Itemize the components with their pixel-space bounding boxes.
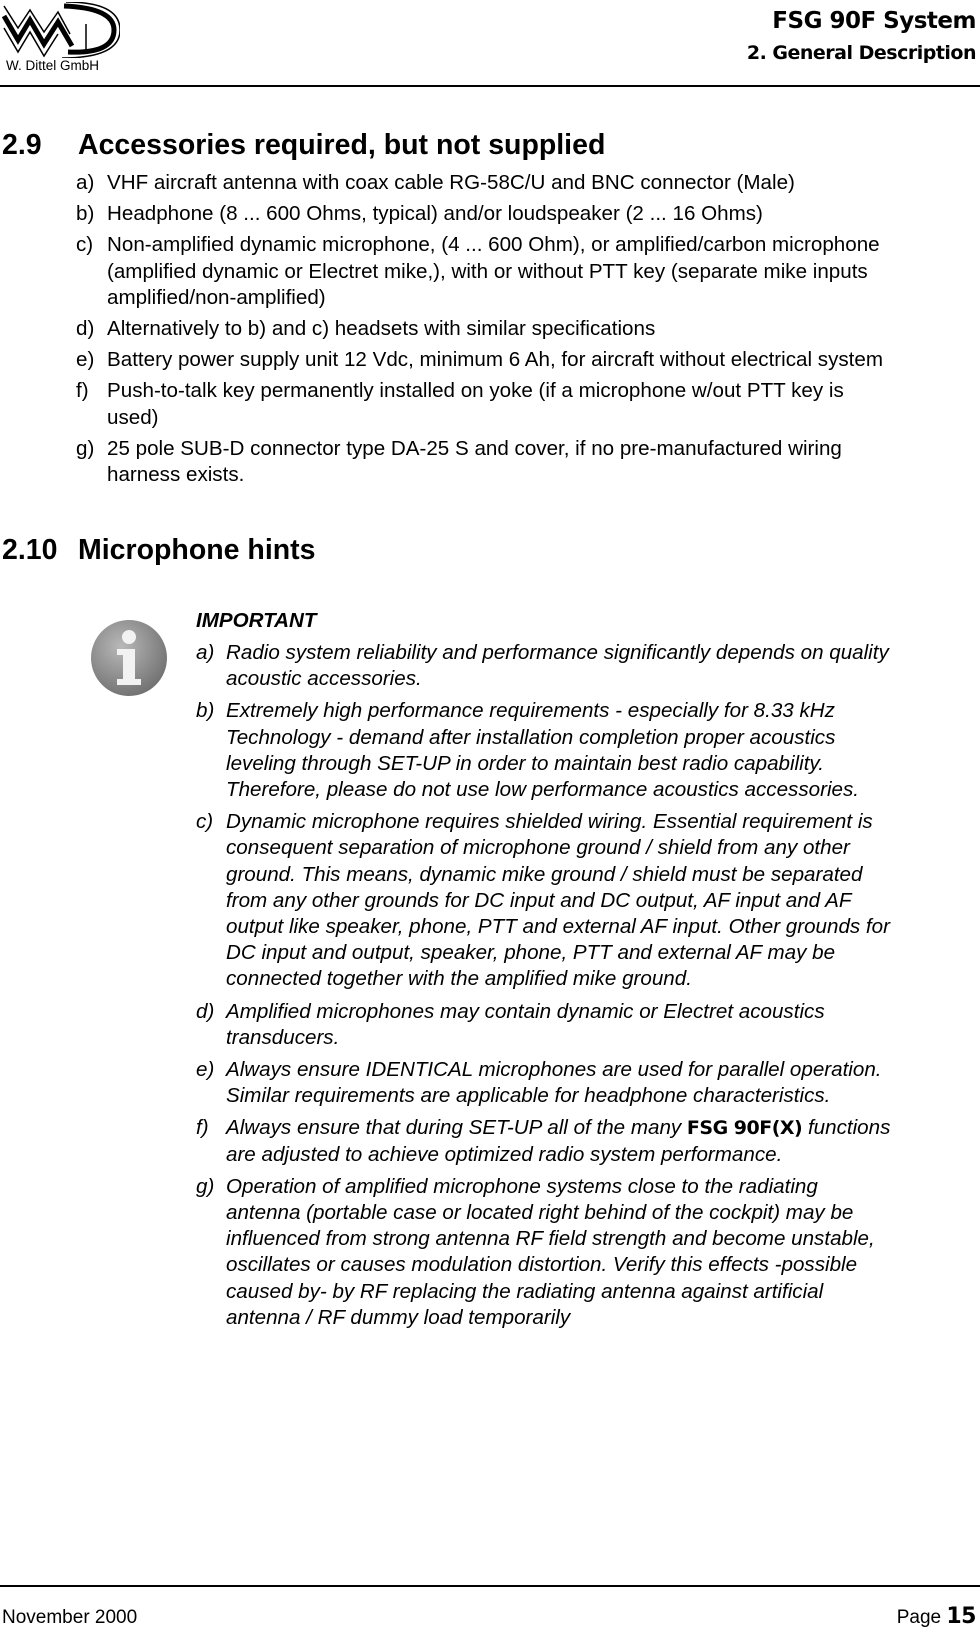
- microphone-hints-list: [196, 640, 890, 1337]
- page-number: 15: [946, 1604, 976, 1629]
- item-text-line: Alternatively to b) and c) headsets with similar specifications: [107, 317, 656, 341]
- item-text-line: transducers.: [226, 1025, 340, 1049]
- item-label: b): [196, 699, 215, 723]
- list-item: [76, 347, 883, 373]
- document-title: FSG 90F System: [772, 8, 976, 34]
- list-item: [76, 201, 883, 227]
- item-text-line: Radio system reliability and performance significantly depends on quality: [226, 641, 889, 664]
- item-text-line: used): [107, 405, 159, 429]
- item-text-line: VHF aircraft antenna with coax cable RG-58C/U and BNC connector (Male): [107, 171, 795, 194]
- list-item: [76, 170, 883, 196]
- list-item: [76, 436, 883, 488]
- item-label: g): [76, 436, 95, 460]
- page-label: Page: [896, 1607, 942, 1628]
- item-text: functions: [802, 1116, 891, 1140]
- item-text-line: Operation of amplified microphone systems close to the radiating: [226, 1174, 818, 1198]
- list-item: [196, 698, 890, 803]
- item-text-line: amplified/non-amplified): [107, 285, 326, 309]
- item-text-line: Always ensure IDENTICAL microphones are used for parallel operation.: [226, 1058, 882, 1082]
- page-indicator: [897, 1604, 976, 1629]
- item-label: b): [76, 202, 95, 226]
- item-label: g): [196, 1174, 215, 1198]
- item-text-line: consequent separation of microphone ground / shield from any other: [226, 836, 850, 860]
- item-text-line: Non-amplified dynamic microphone, (4 ... 600 Ohm), or amplified/carbon microphone: [107, 233, 880, 257]
- item-label: c): [76, 233, 94, 257]
- product-name: FSG 90F(X): [686, 1117, 803, 1140]
- item-text-line: Headphone (8 ... 600 Ohms, typical) and/or loudspeaker (2 ... 16 Ohms): [107, 202, 763, 226]
- item-text-line: influenced from strong antenna RF field strength and become unstable,: [226, 1227, 875, 1251]
- item-text: Always ensure that during SET-UP all of the many: [226, 1116, 687, 1140]
- item-text-line: Extremely high performance requirements - especially for 8.33 kHz: [226, 699, 835, 723]
- item-text-line: [226, 1115, 890, 1141]
- item-label: f): [196, 1116, 209, 1140]
- item-text-line: connected together with the amplified mike ground.: [226, 967, 692, 991]
- chapter-title: 2. General Description: [746, 42, 976, 64]
- item-text-line: oscillates or causes modulation distortion. Verify this effects -possible: [226, 1253, 858, 1277]
- item-text-line: Technology - demand after installation completion proper acoustics: [226, 725, 836, 749]
- item-text-line: Push-to-talk key permanently installed on yoke (if a microphone w/out PTT key is: [107, 379, 844, 403]
- accessories-list: [76, 170, 883, 493]
- section-heading-2-9: [2, 129, 605, 162]
- list-item: [76, 232, 883, 311]
- item-label: d): [76, 317, 95, 341]
- section-number: 2.9: [2, 129, 42, 161]
- list-item: [196, 640, 890, 692]
- item-label: e): [76, 348, 95, 372]
- item-text-line: Dynamic microphone requires shielded wiring. Essential requirement is: [226, 810, 873, 834]
- list-item: [196, 1057, 890, 1109]
- item-text-line: output like speaker, phone, PTT and external AF input. Other grounds for: [226, 915, 890, 939]
- item-text-line: harness exists.: [107, 463, 245, 487]
- item-label: f): [76, 379, 89, 403]
- item-text-line: Battery power supply unit 12 Vdc, minimum 6 Ah, for aircraft without electrical system: [107, 348, 884, 372]
- item-text-line: caused by- by RF replacing the radiating antenna against artificial: [226, 1279, 824, 1303]
- important-label: IMPORTANT: [196, 609, 317, 632]
- list-item: [76, 378, 883, 430]
- item-text-line: from any other grounds for DC input and DC output, AF input and AF: [226, 888, 852, 912]
- footer-date: November 2000: [2, 1607, 138, 1628]
- list-item: [196, 809, 890, 992]
- list-item: [76, 316, 883, 342]
- footer-divider: [0, 1585, 980, 1587]
- item-text-line: 25 pole SUB-D connector type DA-25 S and cover, if no pre-manufactured wiring: [107, 436, 842, 460]
- item-label: a): [76, 171, 95, 194]
- company-name: W. Dittel GmbH: [6, 58, 100, 73]
- item-label: d): [196, 999, 215, 1023]
- info-icon: [90, 619, 168, 697]
- item-text-line: Similar requirements are applicable for headphone characteristics.: [226, 1084, 831, 1108]
- item-text-line: leveling through SET-UP in order to maintain best radio capability.: [226, 751, 824, 775]
- item-text-line: (amplified dynamic or Electret mike,), with or without PTT key (separate mike inputs: [107, 259, 868, 283]
- dittel-logo: [2, 2, 120, 58]
- item-text-line: antenna / RF dummy load temporarily: [226, 1305, 571, 1329]
- item-label: c): [196, 810, 214, 834]
- item-label: a): [196, 641, 215, 664]
- list-item: [196, 999, 890, 1051]
- item-text-line: DC input and output, speaker, phone, PTT and external AF may be: [226, 941, 836, 965]
- item-text-line: antenna (portable case or located right behind of the cockpit) may be: [226, 1201, 854, 1225]
- item-text-line: are adjusted to achieve optimized radio system performance.: [226, 1142, 783, 1166]
- section-title: Accessories required, but not supplied: [78, 129, 606, 161]
- section-title: Microphone hints: [78, 534, 316, 566]
- item-text-line: Amplified microphones may contain dynamic or Electret acoustics: [226, 999, 825, 1023]
- item-text-line: acoustic accessories.: [226, 667, 422, 691]
- item-label: e): [196, 1058, 215, 1082]
- list-item: [196, 1115, 890, 1167]
- item-text-line: Therefore, please do not use low performance acoustics accessories.: [226, 778, 860, 802]
- section-number: 2.10: [2, 534, 58, 566]
- header-divider: [0, 85, 980, 87]
- list-item: [196, 1174, 890, 1331]
- item-text-line: ground. This means, dynamic mike ground / shield must be separated: [226, 862, 863, 886]
- section-heading-2-10: [2, 534, 316, 567]
